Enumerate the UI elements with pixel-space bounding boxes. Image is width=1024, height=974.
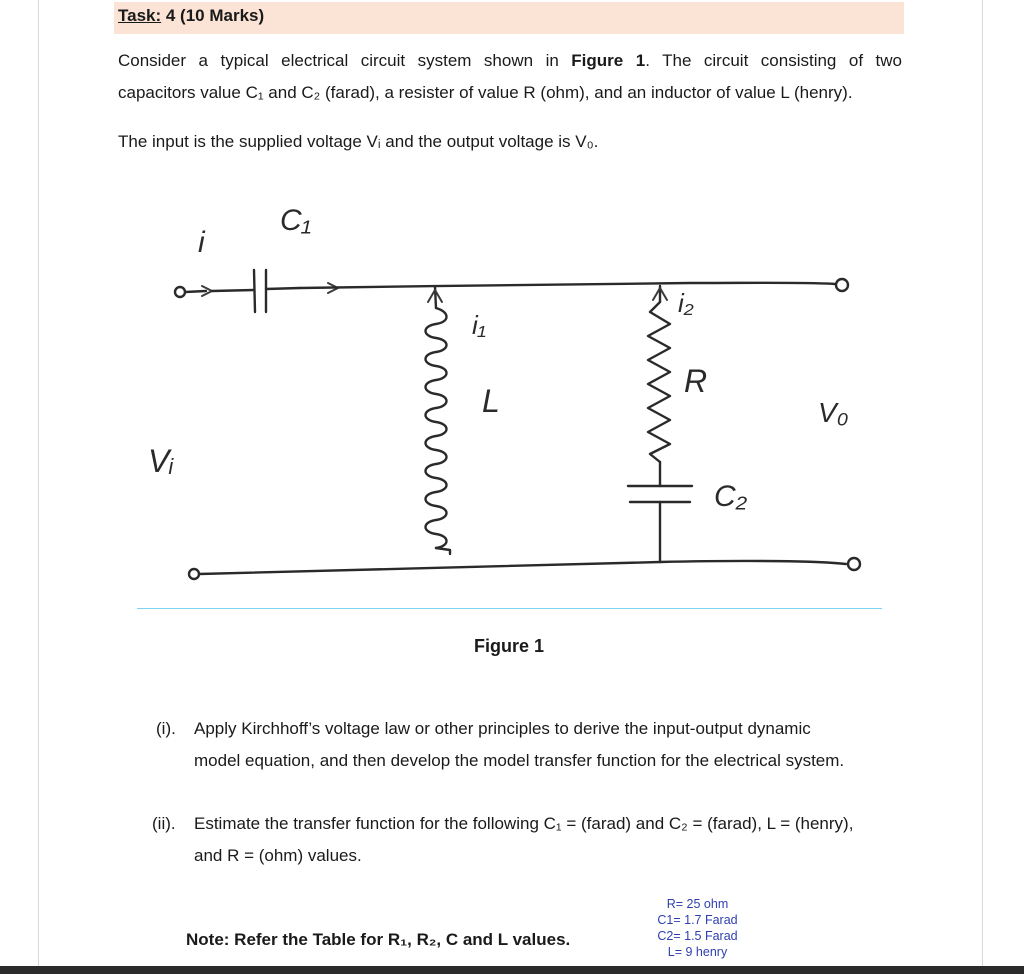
output-terminal-bottom [848,558,860,570]
label-l: L [482,383,500,419]
figure-caption: Figure 1 [474,636,545,656]
question-2-number: (ii). [152,814,176,833]
task-title [118,6,264,26]
output-terminal-top [836,279,848,291]
value-c2: C2= 1.5 Farad [657,929,738,943]
circuit-figure [130,190,890,620]
values-table [640,896,755,960]
c1-plate-left [254,270,255,312]
question-2-line-2: and R = (ohm) values. [194,846,362,865]
figure-divider [137,608,882,609]
bottom-bar [0,966,1024,974]
task-label: Task: [118,6,162,25]
wire-input [185,291,206,292]
question-2-line-1: Estimate the transfer function for the following C₁ = (farad) and C₂ = (farad), L = (henry), [194,814,854,833]
input-terminal-bottom [189,569,199,579]
top-rail [300,283,835,288]
input-terminal-top [175,287,185,297]
question-1-line-2: model equation, and then develop the model transfer function for the electrical system. [194,751,845,770]
label-c2: C₂ [714,480,748,513]
resistor-zigzag [648,302,670,462]
bottom-rail [199,561,846,574]
intro-line-2: capacitors value C₁ and C₂ (farad), a resister of value R (ohm), and an inductor of value L (henry). [118,83,853,102]
question-1-number: (i). [156,719,176,738]
label-r: R [684,363,708,399]
page-border-left [38,0,39,974]
page-border-right [982,0,983,974]
intro-paragraph [118,45,902,109]
task-header [114,2,904,34]
circuit-diagram [130,190,890,620]
figure-reference: Figure 1 [571,51,646,70]
label-i1: i₁ [472,310,486,340]
label-i2: i₂ [678,288,694,318]
intro-line-1: Consider a typical electrical circuit system shown in Figure 1. The circuit consisting of two [118,51,902,70]
inductor-lead-bottom [436,548,450,554]
value-c1: C1= 1.7 Farad [657,913,738,927]
intro-line-3: The input is the supplied voltage Vᵢ and the output voltage is V₀. [118,132,599,151]
task-marks: 4 (10 Marks) [161,6,265,25]
inductor-coil [426,308,447,548]
question-1-text [194,713,904,777]
question-2-text [194,808,904,872]
value-l: L= 9 henry [667,945,728,959]
label-vi: Vᵢ [148,443,174,479]
value-r: R= 25 ohm [666,897,729,911]
note-text: Note: Refer the Table for R₁, R₂, C and L values. [186,930,571,949]
label-c1: C₁ [280,204,312,237]
wire-to-c1 [212,290,254,291]
wire-after-c1 [266,288,300,289]
label-i: i [198,226,205,259]
label-vo: V₀ [818,397,849,428]
question-1-line-1: Apply Kirchhoff’s voltage law or other principles to derive the input-output dynamic [194,719,811,738]
